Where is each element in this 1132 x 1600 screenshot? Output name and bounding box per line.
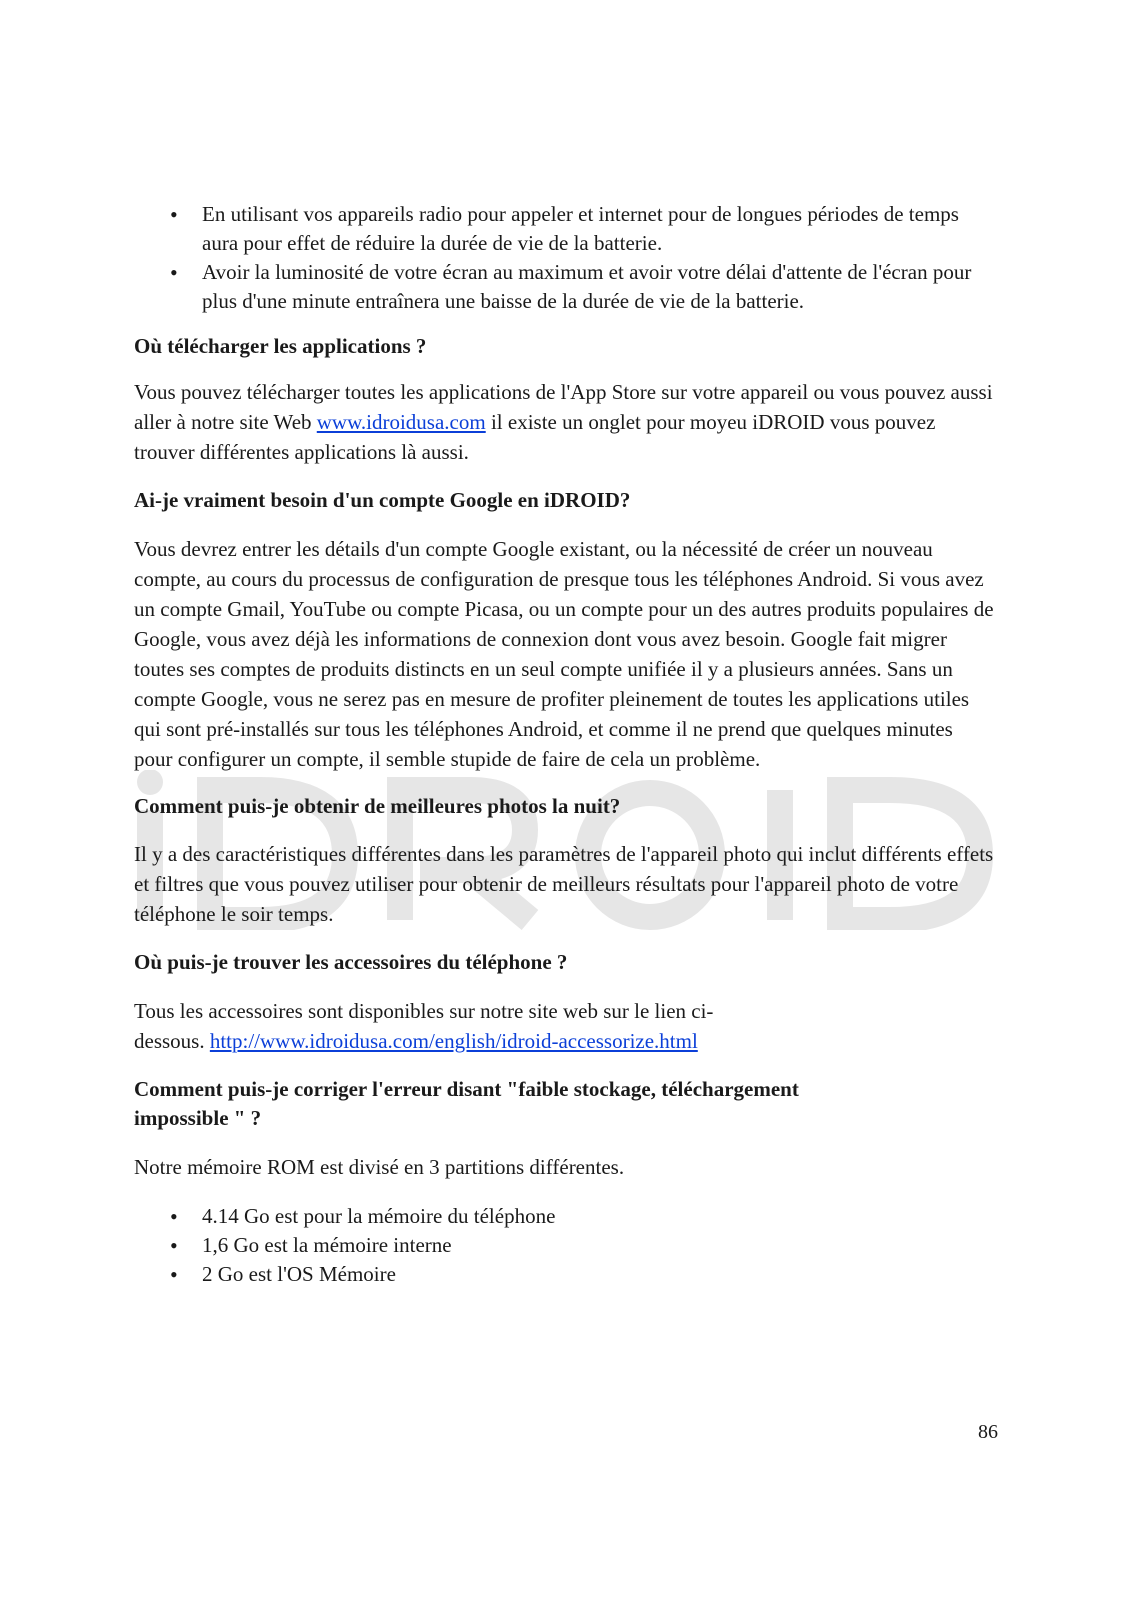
section-paragraph: Notre mémoire ROM est divisé en 3 partitions différentes. [134, 1155, 625, 1179]
list-item: • 1,6 Go est la mémoire interne [134, 1231, 994, 1260]
page-number: 86 [978, 1421, 998, 1443]
section-paragraph: Vous pouvez télécharger toutes les applications de l'App Store sur votre appareil ou vous pouvez aussi aller à notre site Web www.idroidusa.com il existe un onglet pour moyeu iDROID vous pouvez trouver différentes applications là aussi. [134, 380, 993, 464]
accessories-link[interactable]: http://www.idroidusa.com/english/idroid-accessorize.html [209, 1029, 698, 1053]
section-paragraph: Tous les accessoires sont disponibles sur notre site web sur le lien ci- dessous. http://www.idroidusa.com/english/idroid-accessorize.html [134, 999, 714, 1053]
page-content [134, 200, 994, 1289]
list-item: • En utilisant vos appareils radio pour appeler et internet pour de longues périodes de temps aura pour effet de réduire la durée de vie de la batterie. [134, 200, 994, 258]
section-heading: Comment puis-je corriger l'erreur disant "faible stockage, téléchargement impossible " ? [134, 1077, 799, 1130]
storage-partitions-list [134, 1202, 994, 1289]
section-heading: Ai-je vraiment besoin d'un compte Google en iDROID? [134, 488, 631, 512]
section-heading: Comment puis-je obtenir de meilleures photos la nuit? [134, 794, 621, 818]
section-paragraph: Vous devrez entrer les détails d'un compte Google existant, ou la nécessité de créer un nouveau compte, au cours du processus de configuration de presque tous les téléphones Android. Si vous avez un compte Gmail, YouTube ou compte Picasa, ou un compte pour un des autres produits populaires de Google, vous avez déjà les informations de connexion dont vous avez besoin. Google fait migrer toutes ses comptes de produits distincts en un seul compte unifiée il y a plusieurs années. Sans un compte Google, vous ne serez pas en mesure de profiter pleinement de toutes les applications utiles qui sont pré-installés sur tous les téléphones Android, et comme il ne prend que quelques minutes pour configurer un compte, il semble stupide de faire de cela un problème. [134, 537, 994, 771]
battery-tips-list [134, 200, 994, 316]
section-heading: Où télécharger les applications ? [134, 334, 427, 358]
list-item: • Avoir la luminosité de votre écran au maximum et avoir votre délai d'attente de l'écran pour plus d'une minute entraînera une baisse de la durée de vie de la batterie. [134, 258, 994, 316]
section-heading: Où puis-je trouver les accessoires du téléphone ? [134, 950, 568, 974]
website-link[interactable]: www.idroidusa.com [316, 410, 486, 434]
list-item: • 4.14 Go est pour la mémoire du téléphone [134, 1202, 994, 1231]
list-item: • 2 Go est l'OS Mémoire [134, 1260, 994, 1289]
section-paragraph: Il y a des caractéristiques différentes dans les paramètres de l'appareil photo qui inclut différents effets et filtres que vous pouvez utiliser pour obtenir de meilleurs résultats pour l'appareil photo de votre téléphone le soir temps. [134, 842, 994, 926]
